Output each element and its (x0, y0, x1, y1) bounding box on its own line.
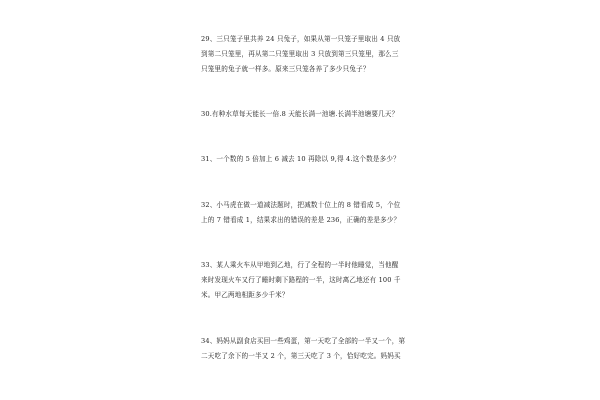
problem-29-line-1: 29、三只笼子里共养 24 只兔子，如果从第一只笼子里取出 4 只放 (201, 35, 401, 43)
problem-31-line-1: 31、一个数的 5 倍加上 6 减去 10 再除以 9,得 4.这个数是多少？ (201, 155, 400, 163)
problem-32-line-1: 32、小马虎在做一道减法题时，把减数十位上的 8 错看成 5，个位 (201, 201, 401, 209)
problem-33-line-2: 来时发现火车又行了睡时剩下路程的一半，这时离乙地还有 100 千 (201, 276, 401, 284)
problem-32 (201, 198, 407, 228)
problem-29-line-3: 只笼里的兔子就一样多。原来三只笼各养了多少只兔子？ (201, 65, 370, 73)
problem-29-line-2: 到第二只笼里，再从第二只笼里取出 3 只放到第三只笼里，那么三 (201, 50, 399, 58)
problem-33 (201, 258, 407, 303)
problem-34 (201, 334, 407, 364)
problem-34-line-2: 二天吃了余下的一半又 2 个，第三天吃了 3 个，恰好吃完。妈妈买 (201, 352, 401, 360)
problem-31 (201, 152, 407, 167)
problem-32-line-2: 上的 7 错看成 1，结果求出的错误的差是 236，正确的差是多少？ (201, 216, 401, 224)
problem-30-line-1: 30.有种水草每天能长一倍.8 天能长满一池塘.长满半池塘要几天？ (201, 110, 399, 118)
problem-33-line-3: 米。甲乙两地相距多少千米？ (201, 291, 289, 299)
problem-29 (201, 32, 407, 77)
problem-30 (201, 107, 407, 122)
problem-33-line-1: 33、某人乘火车从甲地到乙地，行了全程的一半时他睡觉，当他醒 (201, 261, 399, 269)
problem-34-line-1: 34、妈妈从副食店买回一些鸡蛋，第一天吃了全部的一半又一个，第 (201, 337, 406, 345)
